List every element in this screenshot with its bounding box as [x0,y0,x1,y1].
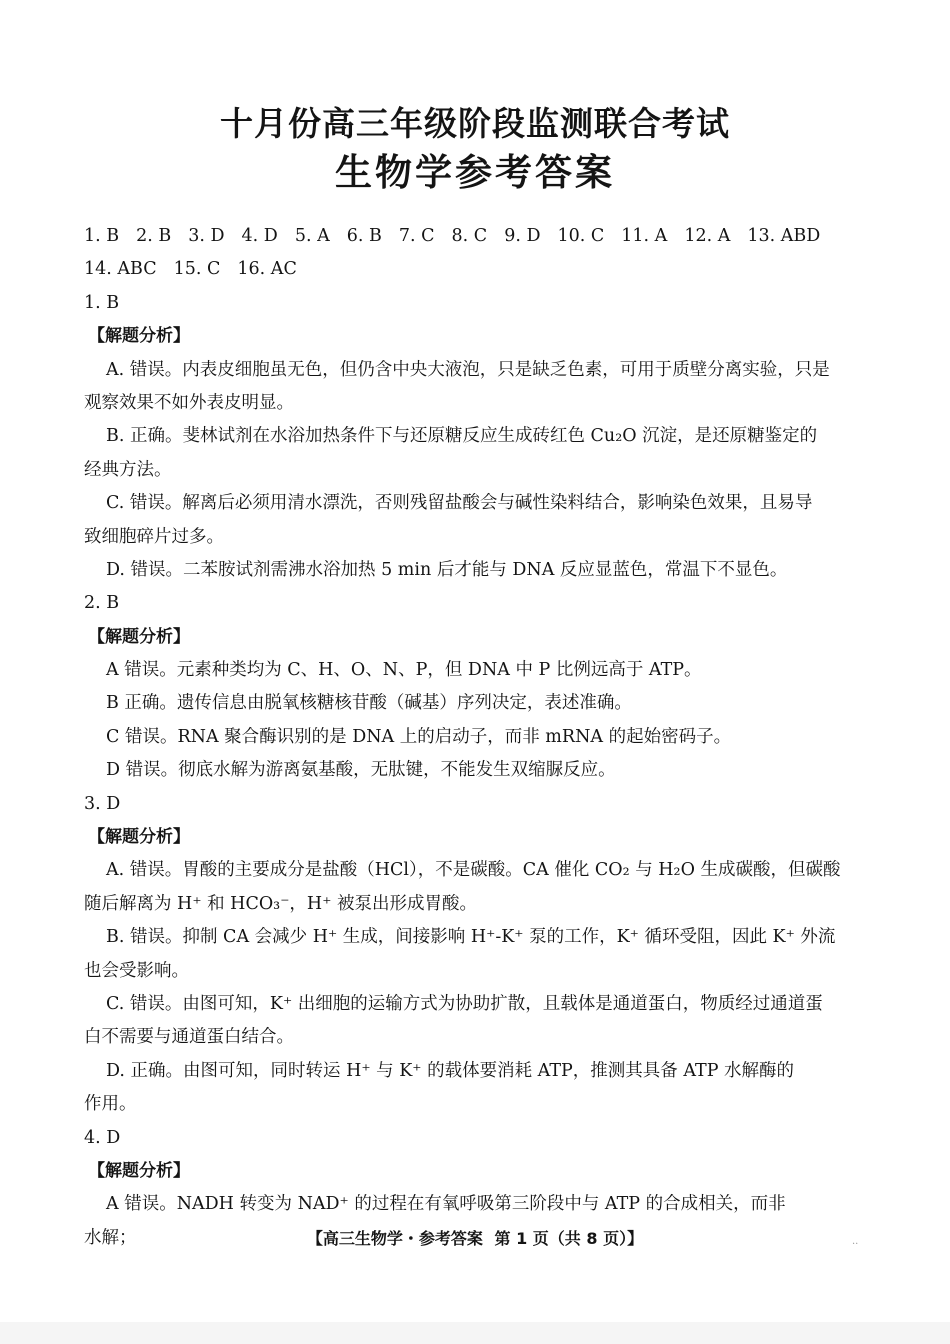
q3-option-b-cont: 也会受影响。 [84,960,189,981]
q2-option-c: C 错误。RNA 聚合酶识别的是 DNA 上的启动子，而非 mRNA 的起始密码子。 [106,726,732,747]
answer-item: 3. D [188,226,225,246]
q1-option-d: D. 错误。二苯胺试剂需沸水浴加热 5 min 后才能与 DNA 反应显蓝色，常温下不显色。 [106,559,788,580]
answer-item: 8. C [451,226,488,246]
q3-option-c: C. 错误。由图可知，K⁺ 出细胞的运输方式为协助扩散，且载体是通道蛋白，物质经过通道蛋 [106,993,823,1014]
answer-item: 5. A [294,226,330,246]
analysis-header: 【解题分析】 [88,326,190,347]
q1-option-b: B. 正确。斐林试剂在水浴加热条件下与还原糖反应生成砖红色 Cu₂O 沉淀，是还原糖鉴定的 [106,426,818,447]
answer-item: 15. C [173,259,221,280]
question-2-number: 2. B [84,593,120,614]
answer-key-row-1 [84,220,872,253]
q2-option-a: A 错误。元素种类均为 C、H、O、N、P，但 DNA 中 P 比例远高于 ATP。 [106,660,702,681]
q3-option-d-cont: 作用。 [84,1094,137,1115]
answer-item: 6. B [346,226,382,246]
answer-item: 12. A [684,226,731,246]
page-bottom-edge [0,1322,950,1344]
q3-option-c-cont: 白不需要与通道蛋白结合。 [84,1027,294,1048]
q2-option-b: B 正确。遗传信息由脱氧核糖核苷酸（碱基）序列决定，表述准确。 [106,693,632,714]
document-subtitle: 生物学参考答案 [335,151,615,194]
answer-key-row-2 [84,253,872,286]
analysis-header: 【解题分析】 [88,626,190,647]
answer-item: 14. ABC [84,259,157,280]
q4-option-a-cont: 水解； [84,1227,137,1248]
q3-option-a-cont: 随后解离为 H⁺ 和 HCO₃⁻，H⁺ 被泵出形成胃酸。 [84,893,477,914]
q1-option-c-cont: 致细胞碎片过多。 [84,526,224,547]
q1-option-b-cont: 经典方法。 [84,459,172,480]
analysis-header: 【解题分析】 [88,827,190,848]
footer-page-number: 第 1 页（共 8 页）】 [494,1229,644,1248]
answer-item: 2. B [136,226,172,246]
q4-option-a: A 错误。NADH 转变为 NAD⁺ 的过程在有氧呼吸第三阶段中与 ATP 的合成相关，而非 [106,1194,786,1215]
content [84,220,872,1255]
q1-option-a-cont: 观察效果不如外表皮明显。 [84,392,294,413]
q1-option-c: C. 错误。解离后必须用清水漂洗，否则残留盐酸会与碱性染料结合，影响染色效果，且易导 [106,493,813,514]
answer-item: 10. C [557,226,605,246]
question-1-number: 1. B [84,292,120,313]
analysis-header: 【解题分析】 [88,1160,190,1181]
corner-mark: .. [852,1236,859,1247]
q3-option-b: B. 错误。抑制 CA 会减少 H⁺ 生成，间接影响 H⁺-K⁺ 泵的工作，K⁺ 循环受阻，因此 K⁺ 外流 [106,927,836,948]
exam-title: 十月份高三年级阶段监测联合考试 [220,104,730,143]
question-3-number: 3. D [84,793,121,814]
q3-option-a: A. 错误。胃酸的主要成分是盐酸（HCl），不是碳酸。CA 催化 CO₂ 与 H₂O 生成碳酸，但碳酸 [106,860,841,881]
answer-item: 4. D [241,226,278,246]
answer-item: 16. AC [237,259,297,280]
answer-item: 9. D [504,226,541,246]
q3-option-d: D. 正确。由图可知，同时转运 H⁺ 与 K⁺ 的载体要消耗 ATP，推测其具备 ATP 水解酶的 [106,1060,795,1081]
page-footer [0,1226,950,1249]
q2-option-d: D 错误。彻底水解为游离氨基酸，无肽键，不能发生双缩脲反应。 [106,760,616,781]
question-4-number: 4. D [84,1127,121,1148]
answer-item: 11. A [621,226,668,246]
footer-doc-label: 【高三生物学・参考答案 [306,1229,483,1248]
answer-item: 13. ABD [747,226,821,246]
answer-item: 1. B [84,226,120,246]
answer-item: 7. C [398,226,435,246]
q1-option-a: A. 错误。内表皮细胞虽无色，但仍含中央大液泡，只是缺乏色素，可用于质壁分离实验，只是 [106,359,830,380]
